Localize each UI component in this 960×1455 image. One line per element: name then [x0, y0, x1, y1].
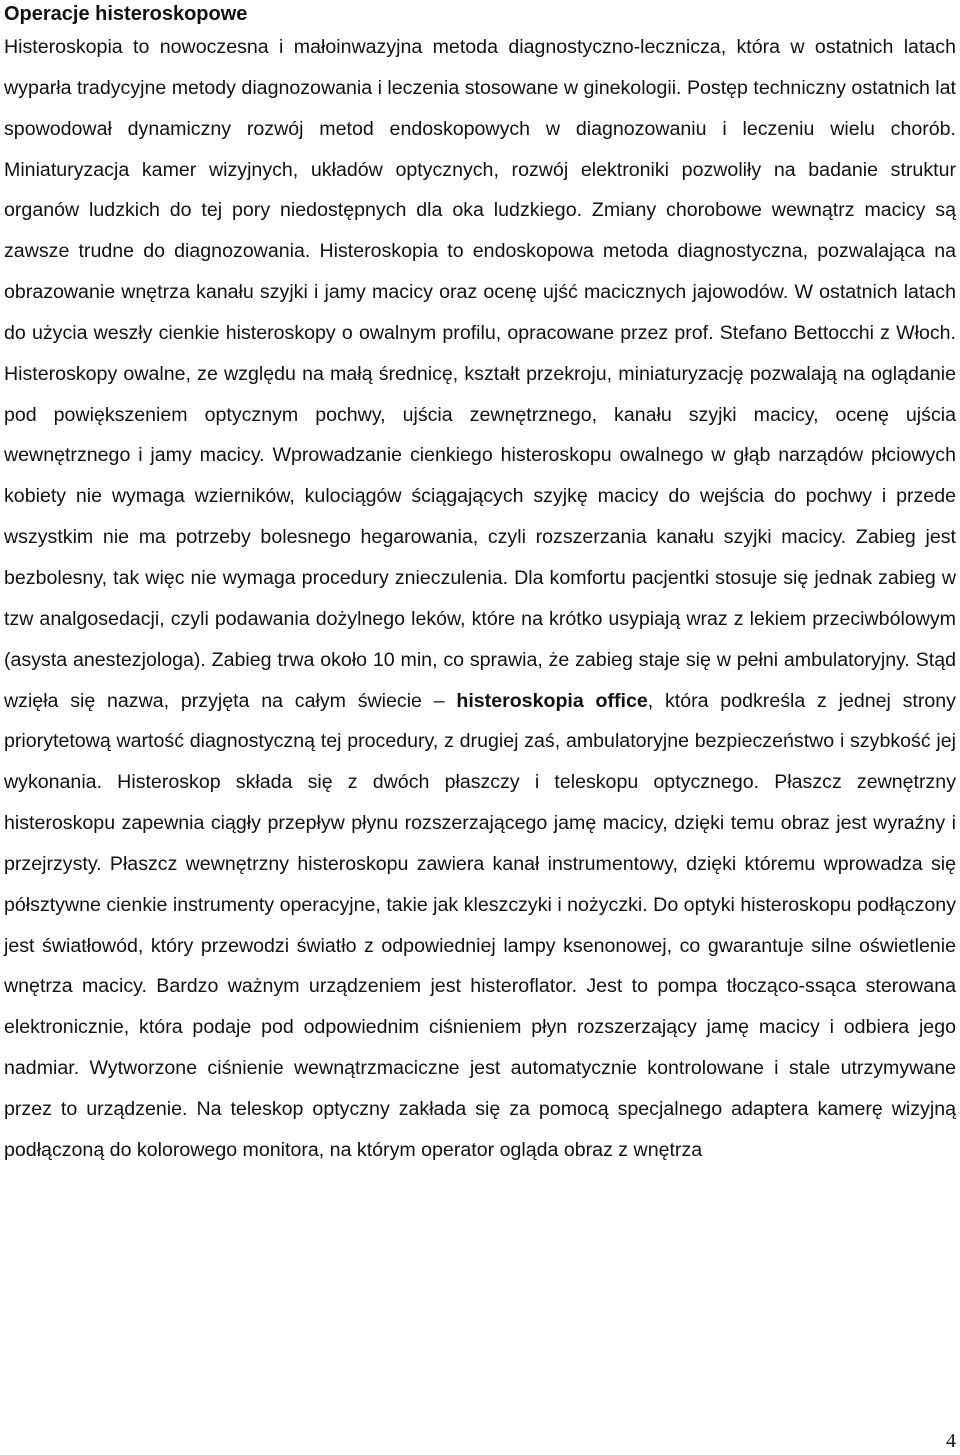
- body-paragraph: [4, 27, 956, 1171]
- paragraph-text-before-bold: Histeroskopia to nowoczesna i małoinwazyjna metoda diagnostyczno-lecznicza, która w ostatnich latach wyparła tradycyjne metody diagnozowania i leczenia stosowane w ginekologii. Postęp techniczny ostatnich lat spowodował dynamiczny rozwój metod endoskopowych w diagnozowaniu i leczeniu wielu chorób. Miniaturyzacja kamer wizyjnych, układów optycznych, rozwój elektroniki pozwoliły na badanie struktur organów ludzkich do tej pory niedostępnych dla oka ludzkiego. Zmiany chorobowe wewnątrz macicy są zawsze trudne do diagnozowania. Histeroskopia to endoskopowa metoda diagnostyczna, pozwalająca na obrazowanie wnętrza kanału szyjki i jamy macicy oraz ocenę ujść macicznych jajowodów. W ostatnich latach do użycia weszły cienkie histeroskopy o owalnym profilu, opracowane przez prof. Stefano Bettocchi z Włoch. Histeroskopy owalne, ze względu na małą średnicę, kształt przekroju, miniaturyzację pozwalają na oglądanie pod powiększeniem optycznym pochwy, ujścia zewnętrznego, kanału szyjki macicy, ocenę ujścia wewnętrznego i jamy macicy. Wprowadzanie cienkiego histeroskopu owalnego w głąb narządów płciowych kobiety nie wymaga wzierników, kulociągów ściągających szyjkę macicy do wejścia do pochwy i przede wszystkim nie ma potrzeby bolesnego hegarowania, czyli rozszerzania kanału szyjki macicy. Zabieg jest bezbolesny, tak więc nie wymaga procedury znieczulenia. Dla komfortu pacjentki stosuje się jednak zabieg w tzw analgosedacji, czyli podawania dożylnego leków, które na krótko usypiają wraz z lekiem przeciwbólowym (asysta anestezjologa). Zabieg trwa około 10 min, co sprawia, że zabieg staje się w pełni ambulatoryjny. Stąd wzięła się nazwa, przyjęta na całym świecie –: [4, 36, 956, 712]
- section-heading: Operacje histeroskopowe: [4, 3, 248, 25]
- document-page: [4, 0, 956, 1171]
- bold-term-histeroskopia-office: histeroskopia office: [456, 689, 648, 712]
- paragraph-text-after-bold: , która podkreśla z jednej strony priorytetową wartość diagnostyczną tej procedury, z drugiej zaś, ambulatoryjne bezpieczeństwo i szybkość jej wykonania. Histeroskop składa się z dwóch płaszczy i teleskopu optycznego. Płaszcz zewnętrzny histeroskopu zapewnia ciągły przepływ płynu rozszerzającego jamę macicy, dzięki temu obraz jest wyraźny i przejrzysty. Płaszcz wewnętrzny histeroskopu zawiera kanał instrumentowy, dzięki któremu wprowadza się półsztywne cienkie instrumenty operacyjne, takie jak kleszczyki i nożyczki. Do optyki histeroskopu podłączony jest światłowód, który przewodzi światło z odpowiedniej lampy ksenonowej, co gwarantuje silne oświetlenie wnętrza macicy. Bardzo ważnym urządzeniem jest histeroflator. Jest to pompa tłocząco-ssąca sterowana elektronicznie, która podaje pod odpowiednim ciśnieniem płyn rozszerzający jamę macicy i odbiera jego nadmiar. Wytworzone ciśnienie wewnątrzmaciczne jest automatycznie kontrolowane i stale utrzymywane przez to urządzenie. Na teleskop optyczny zakłada się za pomocą specjalnego adaptera kamerę wizyjną podłączoną do kolorowego monitora, na którym operator ogląda obraz z wnętrza: [4, 689, 956, 1161]
- page-number: 4: [946, 1430, 956, 1452]
